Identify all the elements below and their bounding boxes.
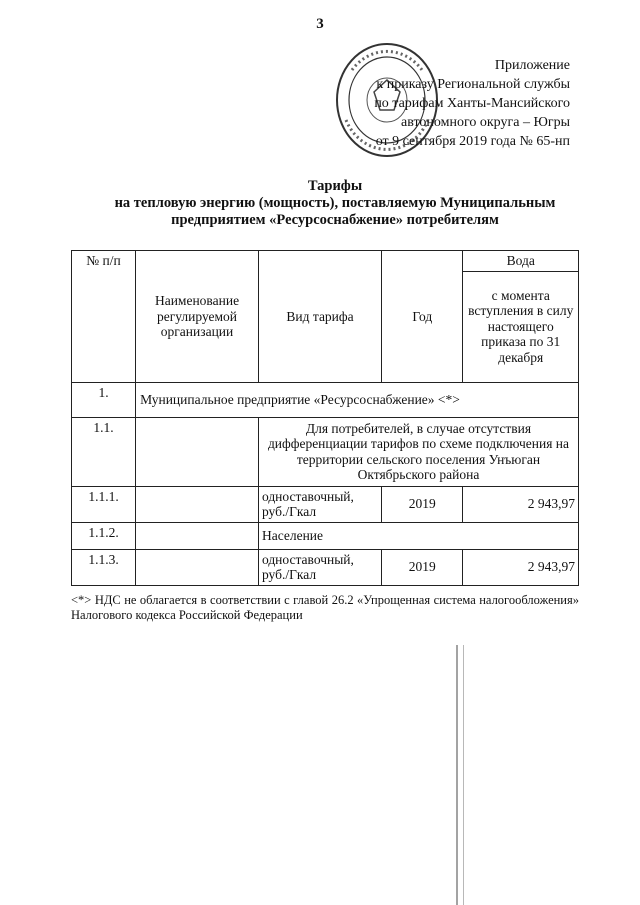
header-period: с момента вступления в силу настоящего приказа по 31 декабря — [463, 271, 579, 382]
page-number: 3 — [316, 16, 324, 32]
appendix-line: Приложение — [494, 58, 570, 73]
row-num: 1.1.3. — [72, 549, 136, 585]
title-main: Тарифы — [307, 178, 363, 194]
row-num: 1.1. — [72, 417, 136, 486]
header-num: № п/п — [72, 251, 136, 383]
row-num: 1.1.1. — [72, 486, 136, 522]
appendix-line: по тарифам Ханты-Мансийского — [374, 96, 570, 111]
row-tariff-type: одноставочный, руб./Гкал — [258, 549, 381, 585]
header-water: Вода — [463, 251, 579, 272]
appendix-line: к приказу Региональной службы — [376, 77, 570, 92]
row-empty — [136, 549, 259, 585]
row-num: 1. — [72, 382, 136, 417]
document-title — [60, 178, 610, 229]
header-year: Год — [382, 251, 463, 383]
scan-artifact-line — [463, 645, 464, 905]
tariff-table — [71, 250, 579, 586]
title-line: предприятием «Ресурсоснабжение» потребителям — [171, 212, 499, 228]
row-consumer-group: Для потребителей, в случае отсутствия дифференциации тарифов по схеме подключения на территории сельского поселения Унъюган Октябрьского района — [258, 417, 578, 486]
row-organization: Муниципальное предприятие «Ресурсоснабжение» <*> — [136, 382, 579, 417]
row-tariff-type: одноставочный, руб./Гкал — [258, 486, 381, 522]
row-year: 2019 — [382, 549, 463, 585]
row-population: Население — [258, 522, 578, 549]
header-organization: Наименование регулируемой организации — [136, 251, 259, 383]
row-year: 2019 — [382, 486, 463, 522]
appendix-block — [374, 56, 570, 151]
row-empty — [136, 486, 259, 522]
header-tariff-type: Вид тарифа — [258, 251, 381, 383]
title-line: на тепловую энергию (мощность), поставляемую Муниципальным — [114, 195, 556, 211]
scan-artifact-line — [456, 645, 458, 905]
row-empty — [136, 522, 259, 549]
row-num: 1.1.2. — [72, 522, 136, 549]
row-value: 2 943,97 — [463, 486, 579, 522]
footnote: <*> НДС не облагается в соответствии с главой 26.2 «Упрощенная система налогообложения» Налогового кодекса Российской Федерации — [71, 593, 579, 622]
row-value: 2 943,97 — [463, 549, 579, 585]
row-empty — [136, 417, 259, 486]
appendix-line: автономного округа – Югры — [401, 115, 570, 130]
appendix-line: от 9 сентября 2019 года № 65-нп — [375, 134, 570, 149]
